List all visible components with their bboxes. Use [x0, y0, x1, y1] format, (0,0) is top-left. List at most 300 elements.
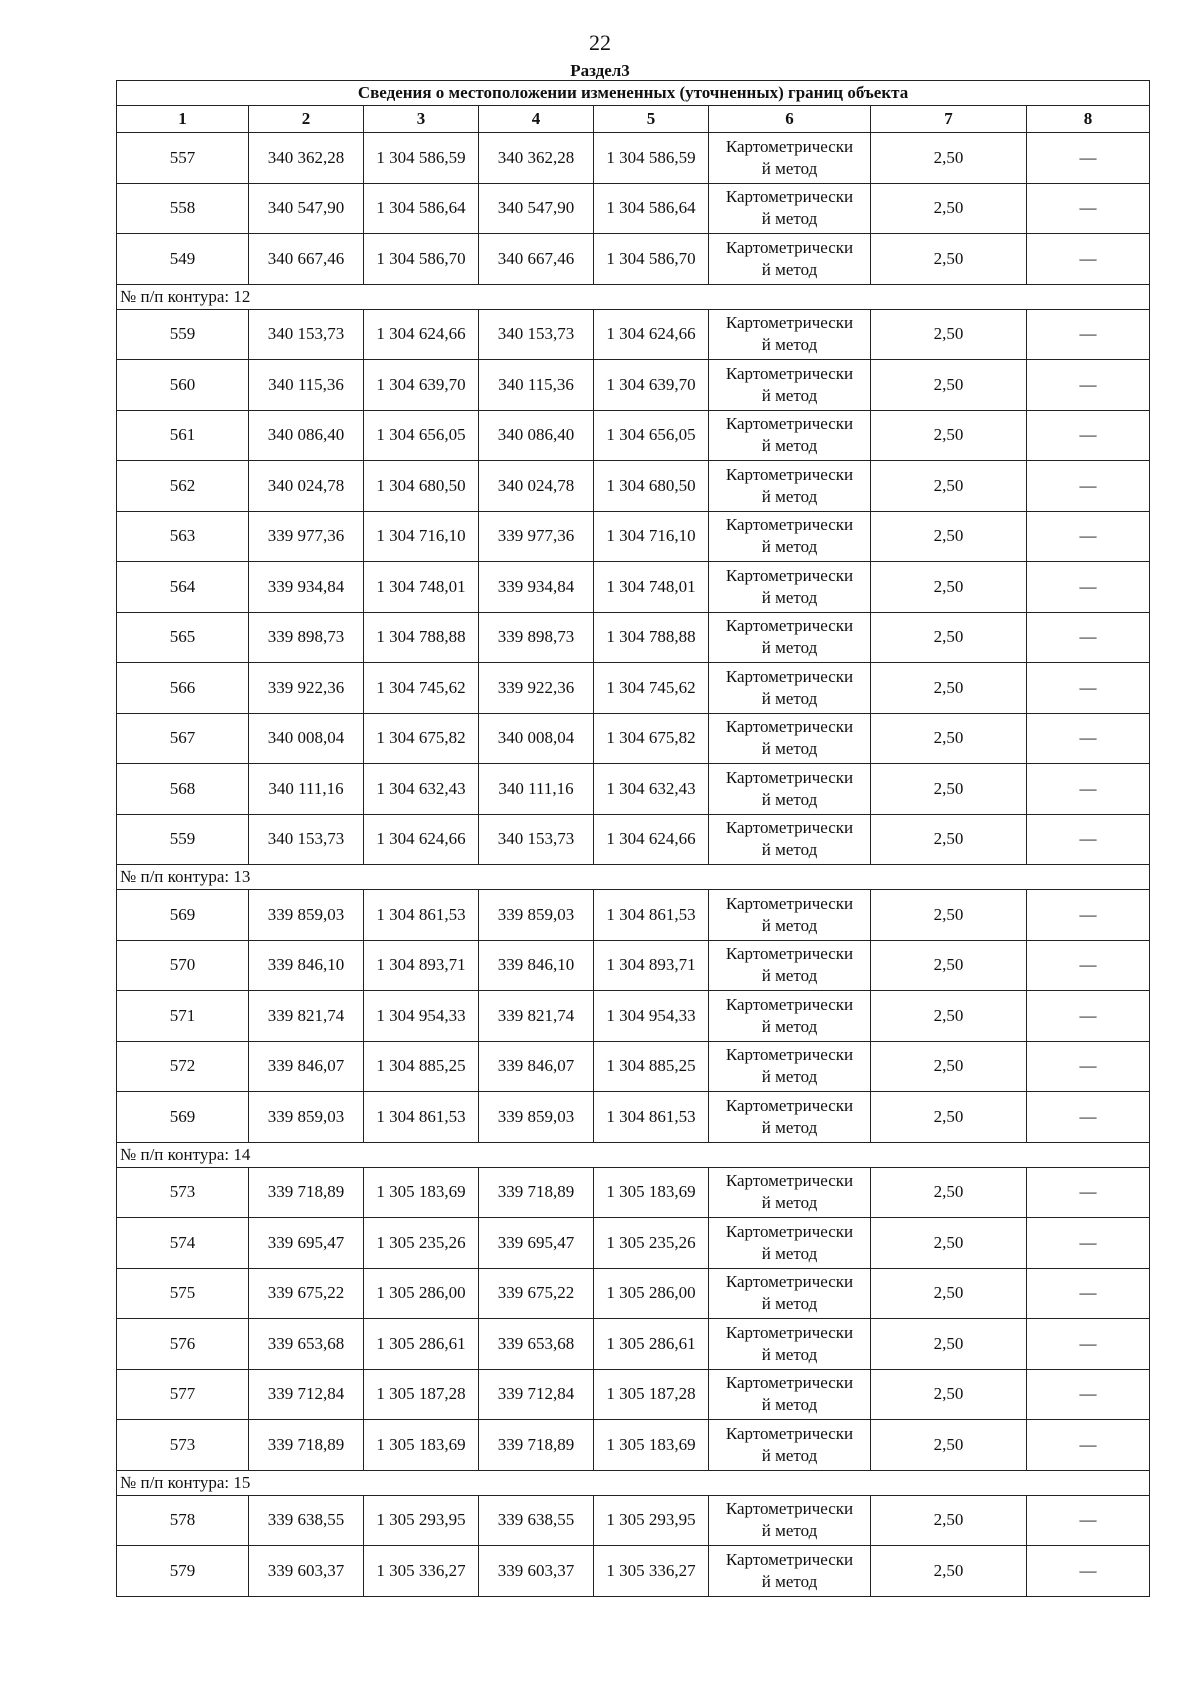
x-old-cell: 340 667,46	[249, 234, 364, 285]
y-old-cell: 1 304 624,66	[364, 309, 479, 360]
point-number-cell: 557	[117, 133, 249, 184]
x-old-cell: 340 024,78	[249, 461, 364, 512]
method-cell	[709, 1167, 871, 1218]
method-text-line1: Картометрически	[725, 767, 854, 787]
y-old-cell: 1 304 893,71	[364, 940, 479, 991]
method-cell	[709, 309, 871, 360]
point-number-cell: 576	[117, 1319, 249, 1370]
method-cell	[709, 713, 871, 764]
y-old-cell: 1 304 586,59	[364, 133, 479, 184]
point-number-cell: 573	[117, 1420, 249, 1471]
x-new-cell: 340 153,73	[479, 814, 594, 865]
accuracy-cell: 2,50	[871, 1167, 1027, 1218]
method-text-line1: Картометрически	[725, 515, 854, 535]
accuracy-cell: 2,50	[871, 410, 1027, 461]
method-cell	[709, 663, 871, 714]
y-old-cell: 1 305 286,00	[364, 1268, 479, 1319]
table-row	[117, 1420, 1150, 1471]
y-new-cell: 1 304 639,70	[594, 360, 709, 411]
accuracy-cell: 2,50	[871, 764, 1027, 815]
point-number-cell: 559	[117, 309, 249, 360]
table-row	[117, 1167, 1150, 1218]
column-number: 7	[871, 106, 1027, 133]
point-number-cell: 560	[117, 360, 249, 411]
method-text-line2: й метод	[761, 1395, 818, 1415]
method-text-line2: й метод	[761, 385, 818, 405]
method-cell	[709, 183, 871, 234]
method-text-line1: Картометрически	[725, 237, 854, 257]
boundary-coordinates-table	[116, 80, 1150, 1597]
method-text-line2: й метод	[761, 840, 818, 860]
method-text-line1: Картометрически	[725, 1045, 854, 1065]
table-row	[117, 764, 1150, 815]
point-number-cell: 561	[117, 410, 249, 461]
method-text-line1: Картометрически	[725, 666, 854, 686]
description-cell: —	[1027, 1041, 1150, 1092]
point-number-cell: 568	[117, 764, 249, 815]
method-text-line2: й метод	[761, 1344, 818, 1364]
x-old-cell: 340 111,16	[249, 764, 364, 815]
x-new-cell: 339 898,73	[479, 612, 594, 663]
x-new-cell: 339 653,68	[479, 1319, 594, 1370]
x-old-cell: 339 718,89	[249, 1420, 364, 1471]
method-cell	[709, 461, 871, 512]
table-row	[117, 1369, 1150, 1420]
contour-header-row	[117, 1470, 1150, 1495]
table-row	[117, 991, 1150, 1042]
x-new-cell: 340 024,78	[479, 461, 594, 512]
x-old-cell: 339 846,07	[249, 1041, 364, 1092]
method-text-line2: й метод	[761, 158, 818, 178]
y-new-cell: 1 304 624,66	[594, 309, 709, 360]
method-text-line1: Картометрически	[725, 1221, 854, 1241]
x-old-cell: 340 547,90	[249, 183, 364, 234]
method-text-line2: й метод	[761, 688, 818, 708]
description-cell: —	[1027, 133, 1150, 184]
x-new-cell: 339 695,47	[479, 1218, 594, 1269]
column-number: 3	[364, 106, 479, 133]
x-old-cell: 340 086,40	[249, 410, 364, 461]
y-old-cell: 1 304 861,53	[364, 1092, 479, 1143]
y-old-cell: 1 304 745,62	[364, 663, 479, 714]
method-text-line2: й метод	[761, 486, 818, 506]
point-number-cell: 572	[117, 1041, 249, 1092]
table-row	[117, 511, 1150, 562]
table-row	[117, 1495, 1150, 1546]
x-old-cell: 339 712,84	[249, 1369, 364, 1420]
method-cell	[709, 1218, 871, 1269]
method-text-line1: Картометрически	[725, 1549, 854, 1569]
table-row	[117, 133, 1150, 184]
x-new-cell: 340 153,73	[479, 309, 594, 360]
y-old-cell: 1 305 336,27	[364, 1546, 479, 1597]
x-new-cell: 339 846,07	[479, 1041, 594, 1092]
method-text-line1: Картометрически	[725, 893, 854, 913]
method-text-line2: й метод	[761, 915, 818, 935]
table-row	[117, 1041, 1150, 1092]
accuracy-cell: 2,50	[871, 511, 1027, 562]
y-new-cell: 1 305 336,27	[594, 1546, 709, 1597]
accuracy-cell: 2,50	[871, 940, 1027, 991]
accuracy-cell: 2,50	[871, 713, 1027, 764]
point-number-cell: 579	[117, 1546, 249, 1597]
method-text-line2: й метод	[761, 1445, 818, 1465]
x-old-cell: 340 362,28	[249, 133, 364, 184]
x-new-cell: 339 859,03	[479, 890, 594, 941]
accuracy-cell: 2,50	[871, 663, 1027, 714]
point-number-cell: 571	[117, 991, 249, 1042]
method-text-line2: й метод	[761, 1067, 818, 1087]
y-old-cell: 1 304 716,10	[364, 511, 479, 562]
method-cell	[709, 814, 871, 865]
accuracy-cell: 2,50	[871, 814, 1027, 865]
x-old-cell: 339 859,03	[249, 1092, 364, 1143]
method-text-line2: й метод	[761, 436, 818, 456]
point-number-cell: 558	[117, 183, 249, 234]
point-number-cell: 566	[117, 663, 249, 714]
description-cell: —	[1027, 410, 1150, 461]
x-old-cell: 339 977,36	[249, 511, 364, 562]
y-new-cell: 1 304 748,01	[594, 562, 709, 613]
y-new-cell: 1 304 885,25	[594, 1041, 709, 1092]
x-new-cell: 340 547,90	[479, 183, 594, 234]
y-new-cell: 1 304 954,33	[594, 991, 709, 1042]
y-new-cell: 1 304 586,70	[594, 234, 709, 285]
accuracy-cell: 2,50	[871, 612, 1027, 663]
y-old-cell: 1 304 954,33	[364, 991, 479, 1042]
method-text-line1: Картометрически	[725, 1095, 854, 1115]
y-new-cell: 1 305 183,69	[594, 1167, 709, 1218]
table-row	[117, 360, 1150, 411]
method-cell	[709, 890, 871, 941]
point-number-cell: 573	[117, 1167, 249, 1218]
accuracy-cell: 2,50	[871, 1369, 1027, 1420]
accuracy-cell: 2,50	[871, 1092, 1027, 1143]
description-cell: —	[1027, 360, 1150, 411]
x-new-cell: 339 603,37	[479, 1546, 594, 1597]
y-new-cell: 1 304 656,05	[594, 410, 709, 461]
table-row	[117, 183, 1150, 234]
y-new-cell: 1 305 183,69	[594, 1420, 709, 1471]
table-row	[117, 1092, 1150, 1143]
x-new-cell: 340 115,36	[479, 360, 594, 411]
y-old-cell: 1 305 183,69	[364, 1420, 479, 1471]
method-text-line2: й метод	[761, 209, 818, 229]
point-number-cell: 565	[117, 612, 249, 663]
point-number-cell: 575	[117, 1268, 249, 1319]
method-text-line1: Картометрически	[725, 616, 854, 636]
y-new-cell: 1 305 286,00	[594, 1268, 709, 1319]
description-cell: —	[1027, 309, 1150, 360]
y-new-cell: 1 305 293,95	[594, 1495, 709, 1546]
description-cell: —	[1027, 1495, 1150, 1546]
method-text-line2: й метод	[761, 1521, 818, 1541]
x-old-cell: 339 638,55	[249, 1495, 364, 1546]
table-row	[117, 309, 1150, 360]
accuracy-cell: 2,50	[871, 991, 1027, 1042]
y-new-cell: 1 304 716,10	[594, 511, 709, 562]
method-cell	[709, 1369, 871, 1420]
method-text-line2: й метод	[761, 1016, 818, 1036]
y-old-cell: 1 304 586,70	[364, 234, 479, 285]
method-text-line1: Картометрически	[725, 994, 854, 1014]
y-old-cell: 1 304 586,64	[364, 183, 479, 234]
column-number: 8	[1027, 106, 1150, 133]
method-text-line2: й метод	[761, 1294, 818, 1314]
method-text-line1: Картометрически	[725, 717, 854, 737]
x-old-cell: 339 695,47	[249, 1218, 364, 1269]
table-row	[117, 814, 1150, 865]
point-number-cell: 549	[117, 234, 249, 285]
method-text-line1: Картометрически	[725, 944, 854, 964]
y-new-cell: 1 304 586,59	[594, 133, 709, 184]
contour-header-row	[117, 865, 1150, 890]
point-number-cell: 574	[117, 1218, 249, 1269]
x-new-cell: 340 667,46	[479, 234, 594, 285]
accuracy-cell: 2,50	[871, 133, 1027, 184]
method-text-line2: й метод	[761, 739, 818, 759]
accuracy-cell: 2,50	[871, 183, 1027, 234]
method-text-line2: й метод	[761, 638, 818, 658]
description-cell: —	[1027, 1167, 1150, 1218]
description-cell: —	[1027, 511, 1150, 562]
description-cell: —	[1027, 764, 1150, 815]
table-row	[117, 1319, 1150, 1370]
method-cell	[709, 612, 871, 663]
method-text-line1: Картометрически	[725, 565, 854, 585]
x-old-cell: 339 603,37	[249, 1546, 364, 1597]
x-old-cell: 340 153,73	[249, 309, 364, 360]
y-old-cell: 1 304 680,50	[364, 461, 479, 512]
method-text-line2: й метод	[761, 966, 818, 986]
method-text-line1: Картометрически	[725, 1322, 854, 1342]
table-row	[117, 562, 1150, 613]
point-number-cell: 569	[117, 1092, 249, 1143]
contour-label: № п/п контура: 14	[117, 1142, 1150, 1167]
method-text-line2: й метод	[761, 1571, 818, 1591]
y-new-cell: 1 304 788,88	[594, 612, 709, 663]
x-old-cell: 339 898,73	[249, 612, 364, 663]
y-old-cell: 1 304 624,66	[364, 814, 479, 865]
method-cell	[709, 940, 871, 991]
x-new-cell: 339 934,84	[479, 562, 594, 613]
x-new-cell: 339 712,84	[479, 1369, 594, 1420]
method-cell	[709, 1268, 871, 1319]
y-old-cell: 1 304 861,53	[364, 890, 479, 941]
x-new-cell: 339 922,36	[479, 663, 594, 714]
x-old-cell: 340 115,36	[249, 360, 364, 411]
description-cell: —	[1027, 1092, 1150, 1143]
y-old-cell: 1 304 788,88	[364, 612, 479, 663]
table-row	[117, 612, 1150, 663]
accuracy-cell: 2,50	[871, 1268, 1027, 1319]
table-row	[117, 713, 1150, 764]
accuracy-cell: 2,50	[871, 1041, 1027, 1092]
x-new-cell: 340 086,40	[479, 410, 594, 461]
y-new-cell: 1 304 586,64	[594, 183, 709, 234]
method-text-line1: Картометрически	[725, 818, 854, 838]
method-text-line2: й метод	[761, 259, 818, 279]
point-number-cell: 570	[117, 940, 249, 991]
method-text-line1: Картометрически	[725, 1171, 854, 1191]
method-text-line1: Картометрически	[725, 313, 854, 333]
x-new-cell: 340 111,16	[479, 764, 594, 815]
method-cell	[709, 1319, 871, 1370]
x-old-cell: 339 718,89	[249, 1167, 364, 1218]
point-number-cell: 564	[117, 562, 249, 613]
contour-header-row	[117, 284, 1150, 309]
x-old-cell: 339 846,10	[249, 940, 364, 991]
table-caption: Сведения о местоположении измененных (уточненных) границ объекта	[117, 81, 1150, 106]
description-cell: —	[1027, 814, 1150, 865]
description-cell: —	[1027, 612, 1150, 663]
method-text-line1: Картометрически	[725, 187, 854, 207]
description-cell: —	[1027, 1319, 1150, 1370]
description-cell: —	[1027, 991, 1150, 1042]
y-new-cell: 1 304 745,62	[594, 663, 709, 714]
x-new-cell: 339 821,74	[479, 991, 594, 1042]
accuracy-cell: 2,50	[871, 1218, 1027, 1269]
x-new-cell: 340 008,04	[479, 713, 594, 764]
description-cell: —	[1027, 713, 1150, 764]
method-cell	[709, 1041, 871, 1092]
method-cell	[709, 360, 871, 411]
y-new-cell: 1 304 861,53	[594, 1092, 709, 1143]
y-new-cell: 1 304 861,53	[594, 890, 709, 941]
table-row	[117, 663, 1150, 714]
method-text-line1: Картометрически	[725, 464, 854, 484]
accuracy-cell: 2,50	[871, 1420, 1027, 1471]
accuracy-cell: 2,50	[871, 1546, 1027, 1597]
contour-label: № п/п контура: 15	[117, 1470, 1150, 1495]
description-cell: —	[1027, 562, 1150, 613]
table-row	[117, 234, 1150, 285]
x-new-cell: 339 977,36	[479, 511, 594, 562]
x-old-cell: 339 922,36	[249, 663, 364, 714]
table-row	[117, 1218, 1150, 1269]
method-text-line2: й метод	[761, 587, 818, 607]
table-row	[117, 461, 1150, 512]
description-cell: —	[1027, 663, 1150, 714]
method-text-line1: Картометрически	[725, 414, 854, 434]
description-cell: —	[1027, 1268, 1150, 1319]
x-old-cell: 339 675,22	[249, 1268, 364, 1319]
column-number: 6	[709, 106, 871, 133]
method-text-line1: Картометрически	[725, 1272, 854, 1292]
column-number-row	[117, 106, 1150, 133]
description-cell: —	[1027, 940, 1150, 991]
y-new-cell: 1 304 632,43	[594, 764, 709, 815]
y-old-cell: 1 305 183,69	[364, 1167, 479, 1218]
y-old-cell: 1 305 286,61	[364, 1319, 479, 1370]
method-text-line2: й метод	[761, 1243, 818, 1263]
method-cell	[709, 234, 871, 285]
y-old-cell: 1 304 675,82	[364, 713, 479, 764]
x-new-cell: 339 718,89	[479, 1420, 594, 1471]
x-new-cell: 339 638,55	[479, 1495, 594, 1546]
y-new-cell: 1 305 187,28	[594, 1369, 709, 1420]
point-number-cell: 577	[117, 1369, 249, 1420]
accuracy-cell: 2,50	[871, 1319, 1027, 1370]
y-old-cell: 1 305 293,95	[364, 1495, 479, 1546]
description-cell: —	[1027, 1546, 1150, 1597]
column-number: 1	[117, 106, 249, 133]
description-cell: —	[1027, 461, 1150, 512]
method-cell	[709, 133, 871, 184]
table-row	[117, 1546, 1150, 1597]
method-cell	[709, 562, 871, 613]
accuracy-cell: 2,50	[871, 309, 1027, 360]
x-new-cell: 339 859,03	[479, 1092, 594, 1143]
method-text-line1: Картометрически	[725, 363, 854, 383]
y-new-cell: 1 305 286,61	[594, 1319, 709, 1370]
point-number-cell: 569	[117, 890, 249, 941]
x-old-cell: 339 859,03	[249, 890, 364, 941]
x-new-cell: 339 718,89	[479, 1167, 594, 1218]
y-old-cell: 1 304 885,25	[364, 1041, 479, 1092]
method-cell	[709, 764, 871, 815]
contour-label: № п/п контура: 12	[117, 284, 1150, 309]
point-number-cell: 578	[117, 1495, 249, 1546]
accuracy-cell: 2,50	[871, 890, 1027, 941]
description-cell: —	[1027, 890, 1150, 941]
method-text-line2: й метод	[761, 537, 818, 557]
method-cell	[709, 1546, 871, 1597]
column-number: 4	[479, 106, 594, 133]
x-new-cell: 339 675,22	[479, 1268, 594, 1319]
page-number: 22	[589, 30, 611, 55]
x-new-cell: 339 846,10	[479, 940, 594, 991]
method-text-line2: й метод	[761, 1117, 818, 1137]
method-cell	[709, 1092, 871, 1143]
table-row	[117, 890, 1150, 941]
contour-label: № п/п контура: 13	[117, 865, 1150, 890]
description-cell: —	[1027, 1218, 1150, 1269]
point-number-cell: 562	[117, 461, 249, 512]
y-old-cell: 1 304 632,43	[364, 764, 479, 815]
accuracy-cell: 2,50	[871, 461, 1027, 512]
column-number: 5	[594, 106, 709, 133]
method-cell	[709, 1420, 871, 1471]
x-old-cell: 340 153,73	[249, 814, 364, 865]
y-old-cell: 1 305 187,28	[364, 1369, 479, 1420]
method-text-line1: Картометрически	[725, 1423, 854, 1443]
y-old-cell: 1 304 656,05	[364, 410, 479, 461]
x-old-cell: 340 008,04	[249, 713, 364, 764]
column-number: 2	[249, 106, 364, 133]
y-new-cell: 1 305 235,26	[594, 1218, 709, 1269]
method-text-line2: й метод	[761, 789, 818, 809]
y-new-cell: 1 304 893,71	[594, 940, 709, 991]
method-text-line1: Картометрически	[725, 1373, 854, 1393]
method-cell	[709, 991, 871, 1042]
description-cell: —	[1027, 1369, 1150, 1420]
y-old-cell: 1 304 639,70	[364, 360, 479, 411]
method-text-line1: Картометрически	[725, 1499, 854, 1519]
y-old-cell: 1 304 748,01	[364, 562, 479, 613]
description-cell: —	[1027, 1420, 1150, 1471]
table-row	[117, 410, 1150, 461]
accuracy-cell: 2,50	[871, 1495, 1027, 1546]
table-row	[117, 940, 1150, 991]
accuracy-cell: 2,50	[871, 562, 1027, 613]
contour-header-row	[117, 1142, 1150, 1167]
x-old-cell: 339 653,68	[249, 1319, 364, 1370]
method-text-line2: й метод	[761, 1193, 818, 1213]
y-new-cell: 1 304 624,66	[594, 814, 709, 865]
point-number-cell: 567	[117, 713, 249, 764]
section-title: Раздел3	[570, 61, 630, 80]
